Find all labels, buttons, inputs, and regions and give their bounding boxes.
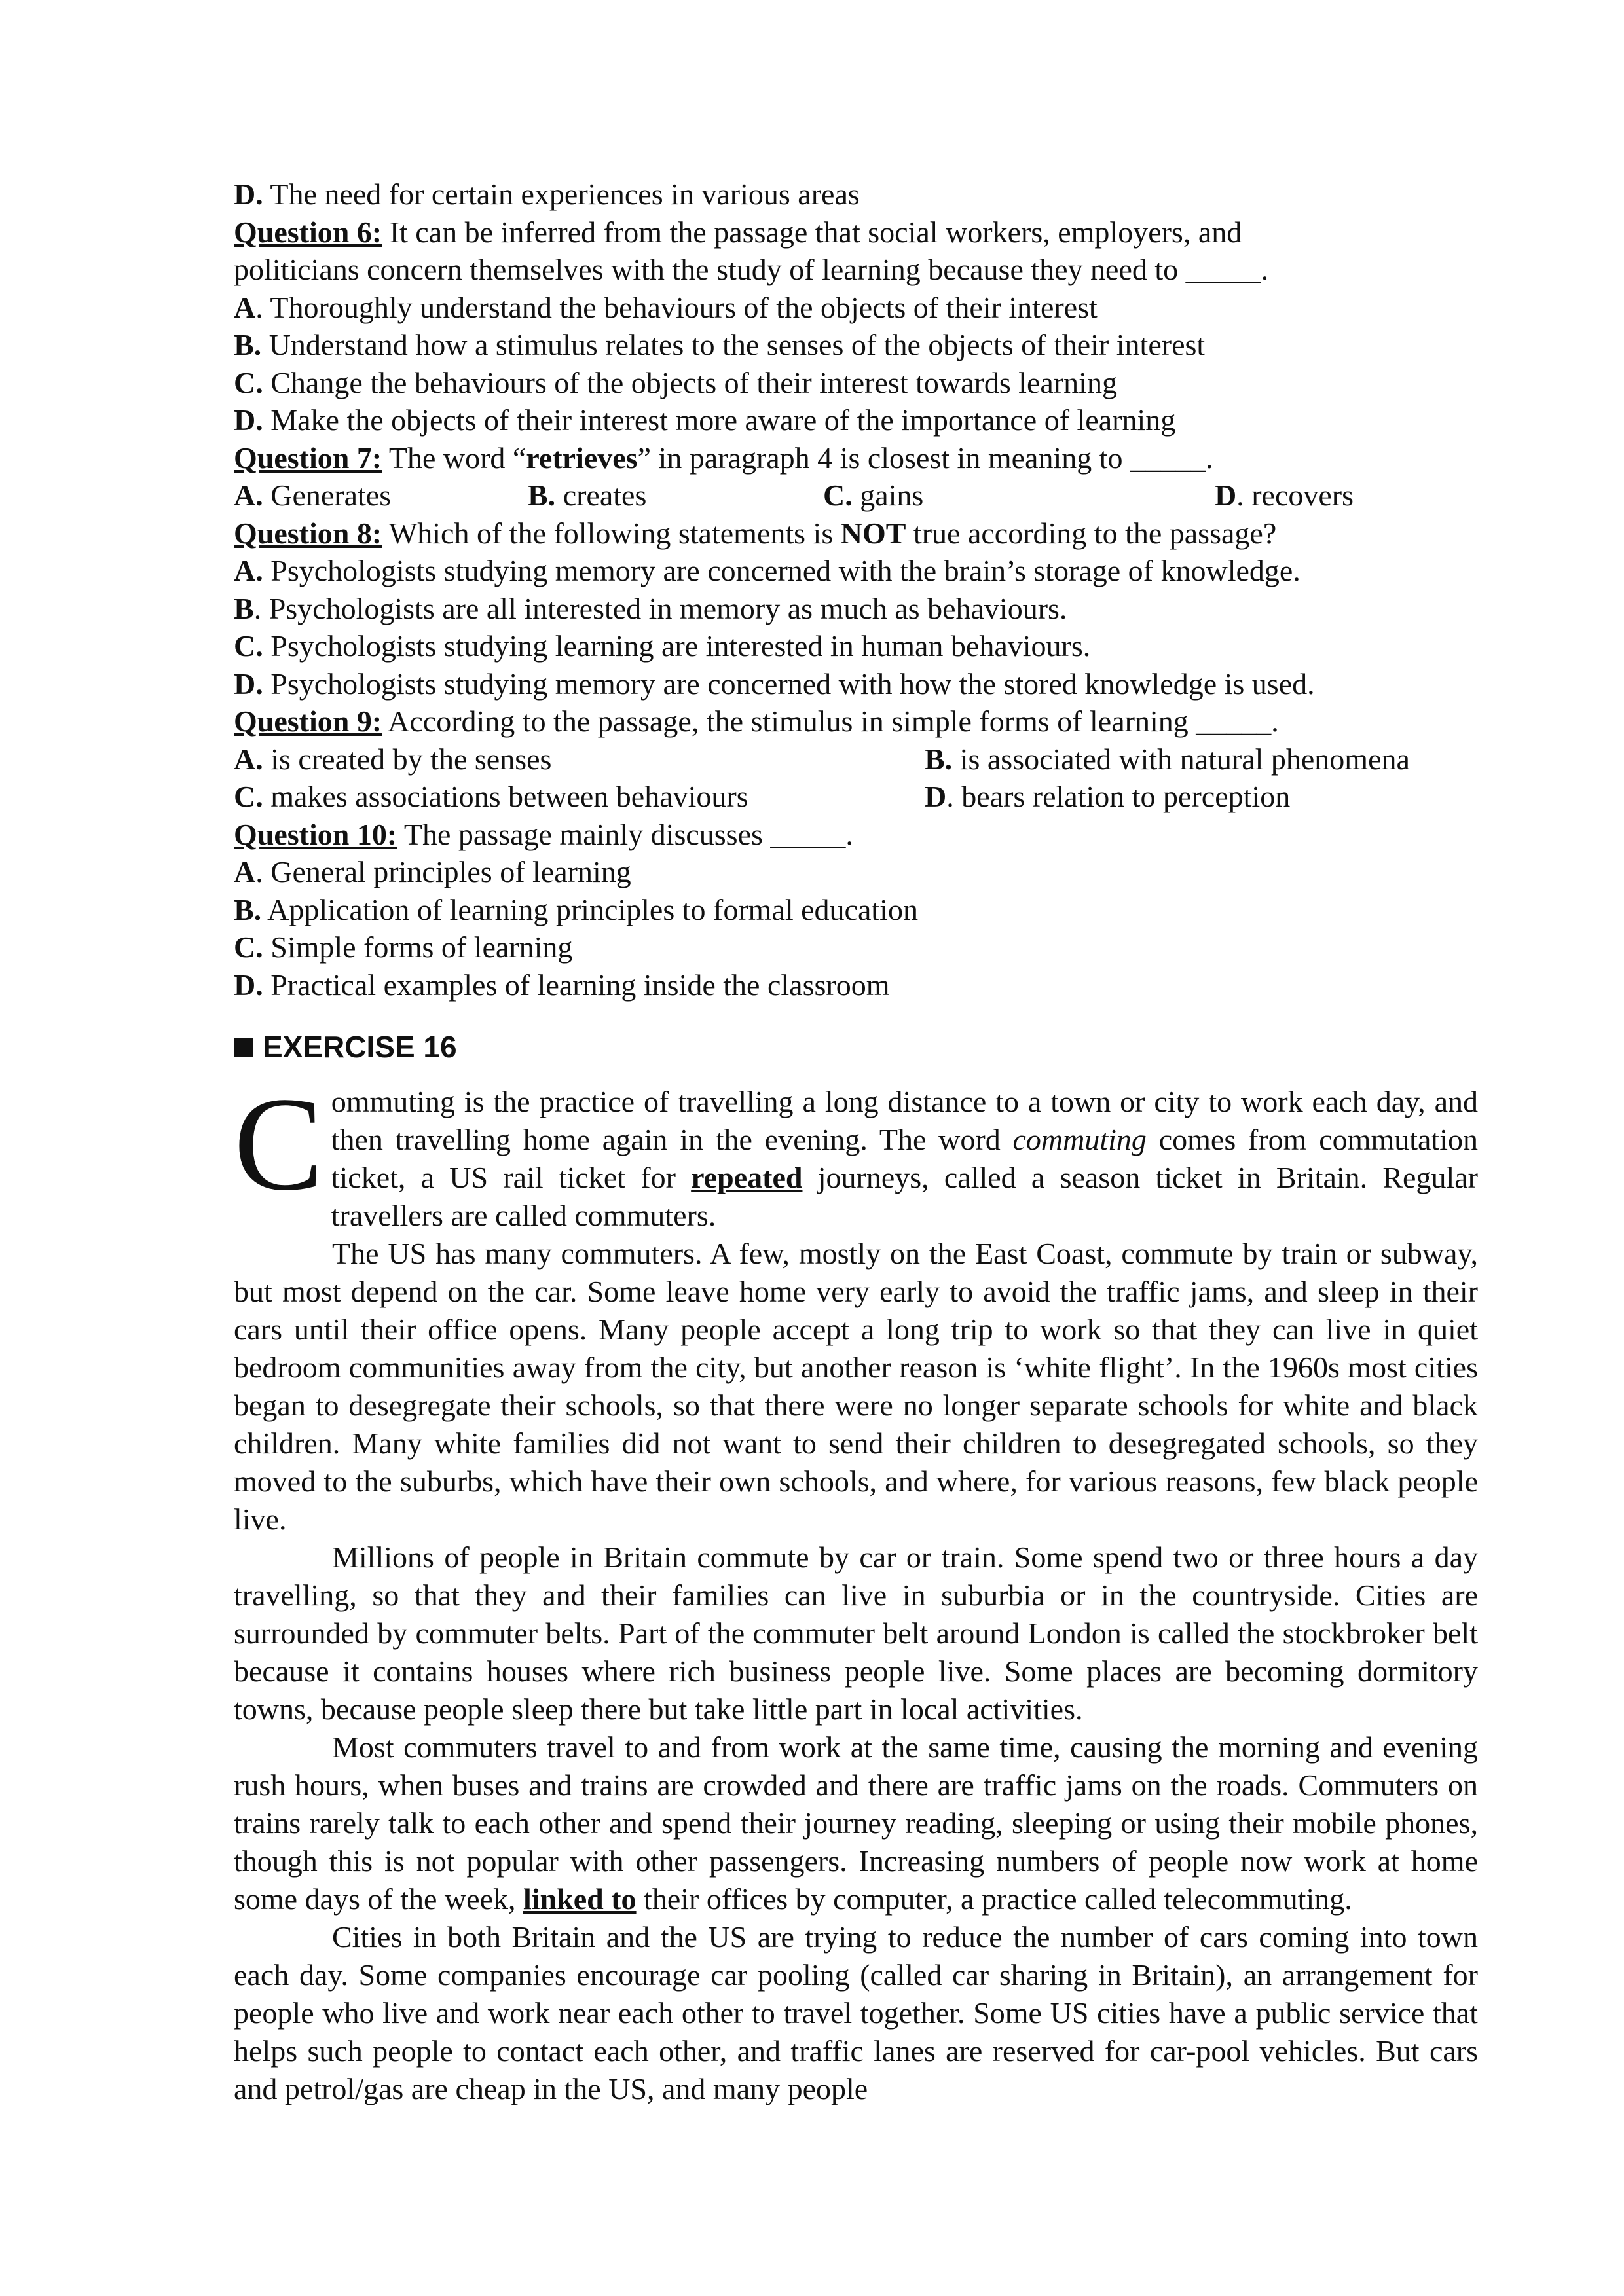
q9-option-d: D. bears relation to perception xyxy=(925,780,1291,813)
square-bullet-icon xyxy=(234,1038,253,1057)
q9-option-a: A. is created by the senses xyxy=(234,742,552,776)
passage-paragraph-3: Millions of people in Britain commute by car or train. Some spend two or three hours a day travelling, so that they and their families can live in suburbia or in the countryside. Cities are surrounded by commuter belts. Part of the commuter belt around London is called the stockbroker belt because it contains houses where rich business people live. Some places are becoming dormitory towns, because people sleep there but take little part in local activities. xyxy=(234,1540,1478,1726)
q9-option-c: C. makes associations between behaviours xyxy=(234,780,748,813)
q8-stem: Question 8: Which of the following statements is NOT true according to the passage? xyxy=(234,516,1277,550)
exercise-title: EXERCISE 16 xyxy=(263,1030,457,1064)
q9-option-b: B. is associated with natural phenomena xyxy=(925,742,1410,776)
q5-option-d: D. The need for certain experiences in various areas xyxy=(234,177,860,211)
q8-option-c: C. Psychologists studying learning are interested in human behaviours. xyxy=(234,629,1091,663)
exercise-heading xyxy=(234,1029,1478,1066)
q6-option-b: B. Understand how a stimulus relates to the senses of the objects of their interest xyxy=(234,328,1206,361)
q6-stem: Question 6: It can be inferred from the passage that social workers, employers, and xyxy=(234,215,1242,249)
q8-option-a: A. Psychologists studying memory are concerned with the brain’s storage of knowledge. xyxy=(234,554,1301,587)
passage-paragraph-5: Cities in both Britain and the US are trying to reduce the number of cars coming into town each day. Some companies encourage car pooling (called car sharing in Britain), an arrangement for people who live and work near each other to travel together. Some US cities have a public service that helps such people to contact each other, and traffic lanes are reserved for car-pool vehicles. But cars and petrol/gas are cheap in the US, and many people xyxy=(234,1920,1478,2105)
q7-label: Question 7: xyxy=(234,441,382,475)
highlighted-word-repeated: repeated xyxy=(691,1161,803,1194)
q8-keyword: NOT xyxy=(840,516,906,550)
q7-option-a: A. Generates xyxy=(234,479,392,512)
q9-options-row1 xyxy=(234,740,1478,778)
q9-stem: Question 9: According to the passage, the stimulus in simple forms of learning _____. xyxy=(234,704,1279,738)
q6-stem-cont: politicians concern themselves with the study of learning because they need to _____. xyxy=(234,253,1269,286)
q10-option-d: D. Practical examples of learning inside the classroom xyxy=(234,968,890,1002)
q7-option-d: D. recovers xyxy=(1215,479,1354,512)
q10-option-b: B. Application of learning principles to formal education xyxy=(234,892,918,926)
q6-option-a: A. Thoroughly understand the behaviours of the objects of their interest xyxy=(234,290,1098,324)
q7-keyword: retrieves xyxy=(526,441,638,475)
document-page xyxy=(234,175,1478,2108)
q10-label: Question 10: xyxy=(234,817,397,851)
q9-label: Question 9: xyxy=(234,704,382,738)
q10-stem: Question 10: The passage mainly discusses _____. xyxy=(234,817,853,851)
q10-option-c: C. Simple forms of learning xyxy=(234,930,573,964)
q7-options xyxy=(234,477,1478,515)
q6-option-c: C. Change the behaviours of the objects of their interest towards learning xyxy=(234,365,1117,399)
passage-paragraph-4: Most commuters travel to and from work at the same time, causing the morning and evening rush hours, when buses and trains are crowded and there are traffic jams on the roads. Commuters on trains rarely talk to each other and spend their journey reading, sleeping or using their mobile phones, though this is not popular with other passengers. Increasing numbers of people now work at home some days of the week, linked to their offices by computer, a practice called telecommuting. xyxy=(234,1730,1478,1916)
q8-option-b: B. Psychologists are all interested in memory as much as behaviours. xyxy=(234,591,1067,625)
drop-cap: C xyxy=(234,1070,323,1218)
passage-paragraph-2: The US has many commuters. A few, mostly on the East Coast, commute by train or subway, but most depend on the car. Some leave home very early to avoid the traffic jams, and sleep in their cars until their office opens. Many people accept a long trip to work so that they can live in quiet bedroom communities away from the city, but another reason is ‘white flight’. In the 1960s most cities began to desegregate their schools, so that there were no longer separate schools for white and black children. Many white families did not want to send their children to desegregated schools, so they moved to the suburbs, which have their own schools, and where, for various reasons, few black people live. xyxy=(234,1237,1478,1536)
q7-option-b: B. creates xyxy=(528,479,647,512)
highlighted-word-linked-to: linked to xyxy=(523,1882,637,1916)
passage-paragraph-1: Commuting is the practice of travelling a long distance to a town or city to work each day, and then travelling home again in the evening. The word commuting comes from commutation ticket, a US rail ticket for repeated journeys, called a season ticket in Britain. Regular travellers are called commuters. xyxy=(234,1070,1478,1232)
q7-stem: Question 7: The word “retrieves” in paragraph 4 is closest in meaning to _____. xyxy=(234,441,1213,475)
q10-option-a: A. General principles of learning xyxy=(234,855,631,888)
q8-option-d: D. Psychologists studying memory are concerned with how the stored knowledge is used. xyxy=(234,666,1315,701)
q6-label: Question 6: xyxy=(234,215,382,249)
q8-label: Question 8: xyxy=(234,516,382,550)
italic-term: commuting xyxy=(1012,1123,1147,1156)
q6-option-d: D. Make the objects of their interest more aware of the importance of learning xyxy=(234,403,1176,437)
q9-options-row2 xyxy=(234,778,1478,816)
q7-option-c: C. gains xyxy=(823,479,924,512)
